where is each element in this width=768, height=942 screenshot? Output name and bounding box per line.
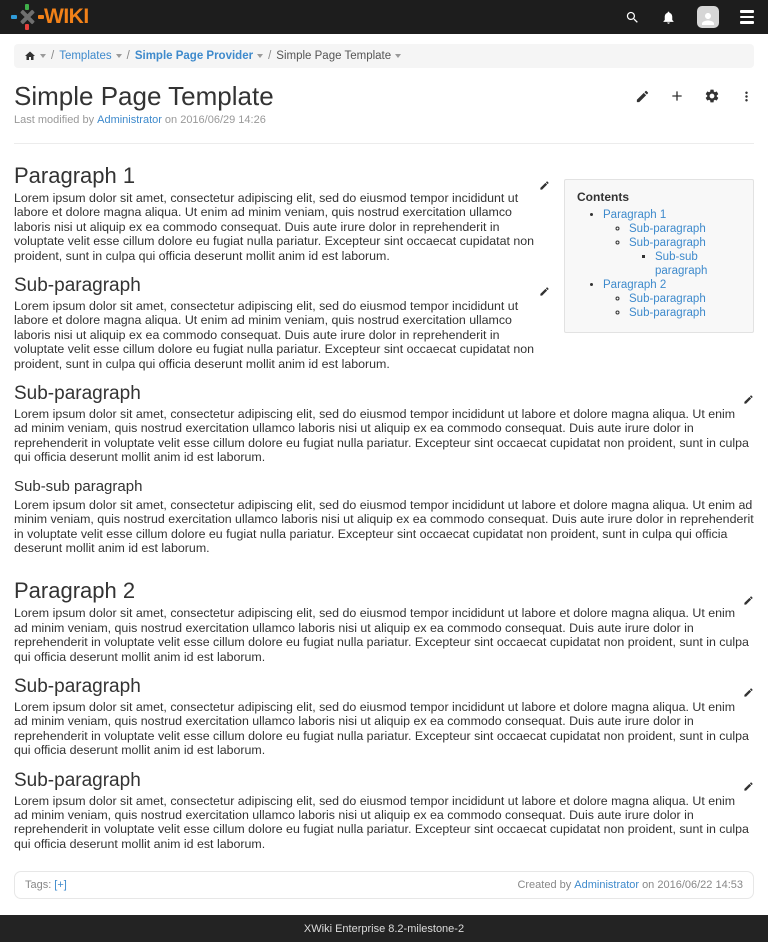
toc-link-sub-sub-paragraph[interactable]: Sub-sub paragraph bbox=[655, 251, 708, 277]
toc-link-paragraph-2[interactable]: Paragraph 2 bbox=[603, 279, 667, 291]
content-section bbox=[14, 579, 754, 664]
toc-item bbox=[655, 250, 745, 278]
section-heading: Sub-paragraph bbox=[14, 770, 754, 791]
breadcrumb-separator: / bbox=[268, 50, 272, 62]
section-paragraph: Lorem ipsum dolor sit amet, consectetur adipiscing elit, sed do eiusmod tempor incididunt ut labore et dolore magna aliqua. Ut enim ad minim veniam, quis nostrud exercitation ullamco laboris nisi ut aliquip ex ea commodo consequat. Duis aute irure dolor in reprehenderit in voluptate velit esse cillum dolore eu fugiat nulla pariatur. Excepteur sint occaecat cupidatat non proident, sunt in culpa qui officia deserunt mollit anim id est laborum. bbox=[14, 407, 749, 465]
notifications-bell-icon[interactable] bbox=[661, 10, 676, 25]
edit-section-icon[interactable] bbox=[743, 776, 754, 797]
breadcrumb-caret[interactable] bbox=[395, 54, 401, 58]
breadcrumb-item-current: Simple Page Template bbox=[276, 50, 392, 62]
breadcrumb bbox=[14, 44, 754, 68]
document-footer-panel bbox=[14, 871, 754, 899]
toc-item bbox=[629, 292, 745, 306]
edit-section-icon[interactable] bbox=[539, 281, 550, 302]
toc-link-sub-paragraph[interactable]: Sub-paragraph bbox=[629, 293, 706, 305]
user-avatar[interactable] bbox=[697, 6, 719, 28]
section-paragraph: Lorem ipsum dolor sit amet, consectetur adipiscing elit, sed do eiusmod tempor incididunt ut labore et dolore magna aliqua. Ut enim ad minim veniam, quis nostrud exercitation ullamco laboris nisi ut aliquip ex ea commodo consequat. Duis aute irure dolor in reprehenderit in voluptate velit esse cillum dolore eu fugiat nulla pariatur. Excepteur sint occaecat cupidatat non proident, sunt in culpa qui officia deserunt mollit anim id est laborum. bbox=[14, 699, 749, 758]
add-tag-link[interactable]: [+] bbox=[54, 879, 67, 892]
toc-item bbox=[629, 222, 745, 236]
edit-section-icon[interactable] bbox=[743, 682, 754, 703]
xwiki-logo-x-icon bbox=[14, 4, 41, 30]
toc-link-sub-paragraph[interactable]: Sub-paragraph bbox=[629, 223, 706, 235]
table-of-contents-panel bbox=[564, 179, 754, 333]
xwiki-logo[interactable] bbox=[14, 4, 89, 30]
content-section bbox=[14, 770, 754, 852]
content-section bbox=[14, 478, 754, 556]
toc-item bbox=[629, 236, 745, 278]
created-by-line: Created by Administrator on 2016/06/22 14:53 bbox=[517, 879, 743, 892]
section-heading: Sub-sub paragraph bbox=[14, 477, 143, 495]
edit-section-icon[interactable] bbox=[539, 172, 550, 196]
toc-item bbox=[629, 306, 745, 320]
page-actions-toolbar bbox=[635, 81, 754, 104]
page-content bbox=[0, 68, 768, 915]
breadcrumb-item-simple-page-provider[interactable]: Simple Page Provider bbox=[134, 50, 254, 62]
tags-label: Tags: bbox=[25, 879, 52, 892]
page-title: Simple Page Template bbox=[14, 81, 274, 111]
search-icon[interactable] bbox=[625, 10, 640, 25]
section-heading: Sub-paragraph bbox=[14, 676, 754, 697]
edit-page-button[interactable] bbox=[635, 89, 650, 104]
toc-title: Contents bbox=[577, 190, 629, 204]
more-actions-kebab-button[interactable] bbox=[739, 89, 754, 104]
toc-item bbox=[603, 278, 745, 320]
section-heading: Paragraph 1 bbox=[14, 164, 754, 188]
section-paragraph: Lorem ipsum dolor sit amet, consectetur adipiscing elit, sed do eiusmod tempor incididunt ut labore et dolore magna aliqua. Ut enim ad minim veniam, quis nostrud exercitation ullamco laboris nisi ut aliquip ex ea commodo consequat. Duis aute irure dolor in reprehenderit in voluptate velit esse cillum dolore eu fugiat nulla pariatur. Excepteur sint occaecat cupidatat non proident, sunt in culpa qui officia deserunt mollit anim id est laborum. bbox=[14, 299, 535, 371]
section-paragraph: Lorem ipsum dolor sit amet, consectetur adipiscing elit, sed do eiusmod tempor incididunt ut labore et dolore magna aliqua. Ut enim ad minim veniam, quis nostrud exercitation ullamco laboris nisi ut aliquip ex ea commodo consequat. Duis aute irure dolor in reprehenderit in voluptate velit esse cillum dolore eu fugiat nulla pariatur. Excepteur sint occaecat cupidatat non proident, sunt in culpa qui officia deserunt mollit anim id est laborum. bbox=[14, 606, 749, 664]
version-footer-bar bbox=[0, 915, 768, 942]
edit-section-icon[interactable] bbox=[743, 389, 754, 410]
toc-item bbox=[603, 208, 745, 278]
version-text: XWiki Enterprise 8.2-milestone-2 bbox=[303, 922, 465, 935]
toc-link-sub-paragraph[interactable]: Sub-paragraph bbox=[629, 307, 706, 319]
breadcrumb-home-caret[interactable] bbox=[40, 54, 46, 58]
settings-gear-button[interactable] bbox=[704, 88, 720, 104]
toc-link-paragraph-1[interactable]: Paragraph 1 bbox=[603, 209, 667, 221]
xwiki-logo-text: WIKI bbox=[44, 5, 89, 28]
breadcrumb-caret[interactable] bbox=[116, 54, 122, 58]
breadcrumb-item-templates[interactable]: Templates bbox=[59, 50, 112, 62]
create-page-button[interactable] bbox=[669, 88, 685, 104]
modified-by-user-link[interactable]: Administrator bbox=[97, 114, 162, 126]
breadcrumb-caret[interactable] bbox=[257, 54, 263, 58]
section-paragraph: Lorem ipsum dolor sit amet, consectetur adipiscing elit, sed do eiusmod tempor incididunt ut labore et dolore magna aliqua. Ut enim ad minim veniam, quis nostrud exercitation ullamco laboris nisi ut aliquip ex ea commodo consequat. Duis aute irure dolor in reprehenderit in voluptate velit esse cillum dolore eu fugiat nulla pariatur. Excepteur sint occaecat cupidatat non proident, sunt in culpa qui officia deserunt mollit anim id est laborum. bbox=[14, 497, 754, 555]
breadcrumb-separator: / bbox=[51, 50, 55, 62]
breadcrumb-home-icon[interactable] bbox=[24, 50, 36, 62]
last-modified-line: Last modified by Administrator on 2016/06/29 14:26 bbox=[14, 114, 266, 126]
section-paragraph: Lorem ipsum dolor sit amet, consectetur adipiscing elit, sed do eiusmod tempor incididunt ut labore et dolore magna aliqua. Ut enim ad minim veniam, quis nostrud exercitation ullamco laboris nisi ut aliquip ex ea commodo consequat. Duis aute irure dolor in reprehenderit in voluptate velit esse cillum dolore eu fugiat nulla pariatur. Excepteur sint occaecat cupidatat non proident, sunt in culpa qui officia deserunt mollit anim id est laborum. bbox=[14, 793, 749, 851]
section-heading: Sub-paragraph bbox=[14, 383, 754, 404]
top-navigation-bar bbox=[0, 0, 768, 34]
section-heading: Sub-paragraph bbox=[14, 275, 754, 296]
edit-section-icon[interactable] bbox=[743, 587, 754, 611]
created-by-user-link[interactable]: Administrator bbox=[574, 879, 640, 892]
title-divider bbox=[14, 143, 754, 144]
breadcrumb-separator: / bbox=[126, 50, 130, 62]
content-section bbox=[14, 383, 754, 465]
hamburger-menu-icon[interactable] bbox=[740, 10, 754, 24]
content-section bbox=[14, 676, 754, 758]
section-paragraph: Lorem ipsum dolor sit amet, consectetur adipiscing elit, sed do eiusmod tempor incididunt ut labore et dolore magna aliqua. Ut enim ad minim veniam, quis nostrud exercitation ullamco laboris nisi ut aliquip ex ea commodo consequat. Duis aute irure dolor in reprehenderit in voluptate velit esse cillum dolore eu fugiat nulla pariatur. Excepteur sint occaecat cupidatat non proident, sunt in culpa qui officia deserunt mollit anim id est laborum. bbox=[14, 191, 535, 263]
section-heading: Paragraph 2 bbox=[14, 579, 754, 603]
toc-link-sub-paragraph[interactable]: Sub-paragraph bbox=[629, 237, 706, 249]
